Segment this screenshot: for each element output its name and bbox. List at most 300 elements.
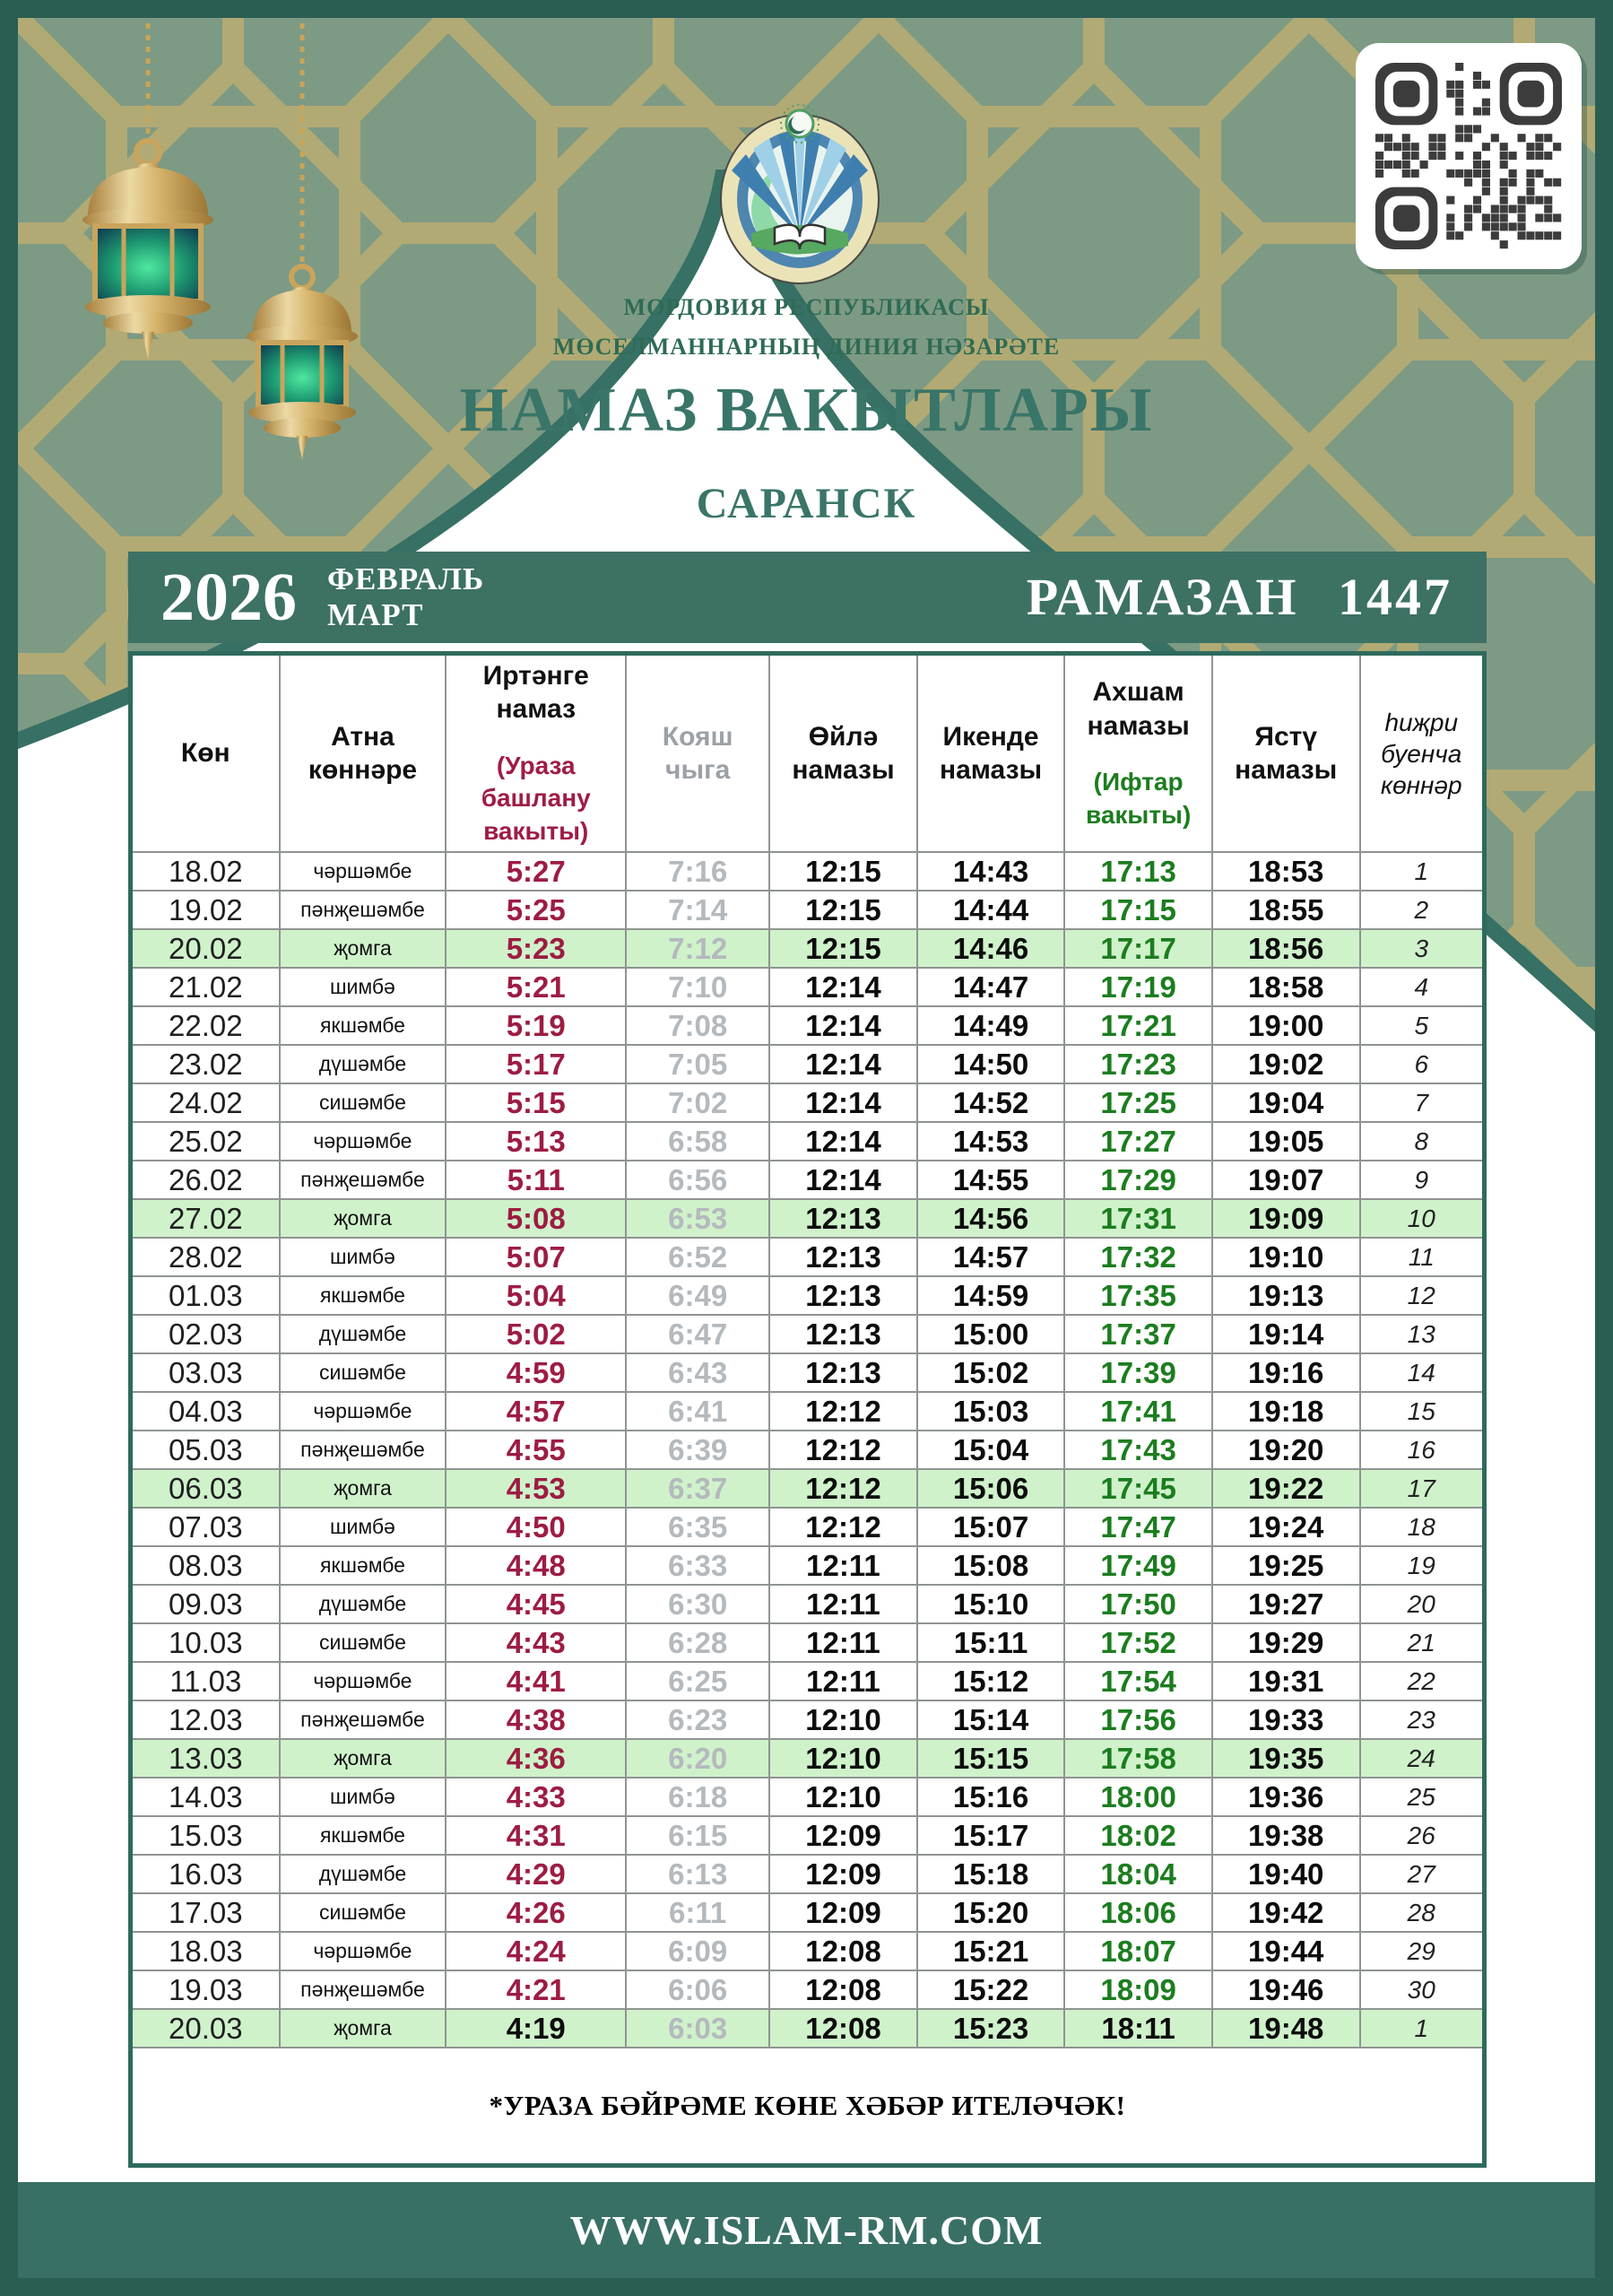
cell-isha: 19:13 [1212,1276,1360,1315]
cell-fajr: 5:04 [446,1276,626,1315]
cell-hijri: 23 [1360,1700,1485,1739]
cell-fajr: 4:50 [446,1508,626,1546]
cell-isha: 19:42 [1212,1893,1360,1932]
website-url: WWW.ISLAM-RM.COM [569,2207,1044,2253]
cell-maghrib: 17:25 [1064,1083,1212,1122]
cell-weekday: дүшәмбе [280,1855,447,1893]
table-row [131,1932,1485,1970]
cell-asr: 14:47 [917,968,1065,1006]
column-header: Көн [131,654,280,853]
column-header: Кояш чыга [626,654,769,853]
cell-sunrise: 6:13 [626,1855,769,1893]
cell-weekday: сишәмбе [280,1083,447,1122]
cell-hijri: 4 [1360,968,1485,1006]
table-row [131,1970,1485,2009]
table-row [131,1392,1485,1431]
cell-sunrise: 6:47 [626,1315,769,1353]
cell-fajr: 4:53 [446,1469,626,1508]
cell-date: 25.02 [131,1122,280,1161]
cell-sunrise: 6:39 [626,1431,769,1469]
table-row [131,1623,1485,1662]
cell-date: 26.02 [131,1161,280,1199]
cell-dhuhr: 12:15 [769,852,917,891]
cell-fajr: 4:43 [446,1623,626,1662]
cell-weekday: дүшәмбе [280,1585,447,1623]
cell-isha: 19:07 [1212,1161,1360,1199]
cell-isha: 19:02 [1212,1045,1360,1083]
cell-weekday: якшәмбе [280,1006,447,1045]
table-row [131,1739,1485,1778]
qr-code-icon [1356,43,1587,274]
cell-dhuhr: 12:09 [769,1816,917,1855]
cell-asr: 15:07 [917,1508,1065,1546]
cell-maghrib: 17:31 [1064,1199,1212,1238]
cell-isha: 19:31 [1212,1662,1360,1700]
cell-maghrib: 17:47 [1064,1508,1212,1546]
cell-fajr: 4:33 [446,1778,626,1816]
cell-weekday: шимбә [280,1238,447,1276]
cell-hijri: 25 [1360,1778,1485,1816]
cell-sunrise: 6:20 [626,1739,769,1778]
cell-asr: 14:49 [917,1006,1065,1045]
cell-maghrib: 17:43 [1064,1431,1212,1469]
cell-isha: 19:22 [1212,1469,1360,1508]
cell-hijri: 5 [1360,1006,1485,1045]
cell-hijri: 8 [1360,1122,1485,1161]
table-row [131,1045,1485,1083]
cell-isha: 19:20 [1212,1431,1360,1469]
cell-asr: 15:20 [917,1893,1065,1932]
cell-dhuhr: 12:14 [769,1006,917,1045]
cell-date: 27.02 [131,1199,280,1238]
cell-hijri: 21 [1360,1623,1485,1662]
cell-fajr: 5:25 [446,891,626,929]
cell-isha: 19:44 [1212,1932,1360,1970]
cell-maghrib: 17:32 [1064,1238,1212,1276]
table-row [131,1315,1485,1353]
cell-isha: 18:53 [1212,852,1360,891]
cell-dhuhr: 12:11 [769,1546,917,1585]
cell-weekday: пәнҗешәмбе [280,891,447,929]
cell-asr: 15:23 [917,2009,1065,2048]
cell-dhuhr: 12:11 [769,1585,917,1623]
cell-weekday: чәршәмбе [280,1122,447,1161]
cell-hijri: 2 [1360,891,1485,929]
cell-maghrib: 17:15 [1064,891,1212,929]
cell-date: 09.03 [131,1585,280,1623]
poster-title: НАМАЗ ВАКЫТЛАРЫ [459,376,1154,445]
cell-date: 28.02 [131,1238,280,1276]
table-row [131,1276,1485,1315]
cell-fajr: 4:24 [446,1932,626,1970]
cell-weekday: җомга [280,1739,447,1778]
cell-asr: 14:52 [917,1083,1065,1122]
cell-asr: 15:08 [917,1546,1065,1585]
cell-maghrib: 17:27 [1064,1122,1212,1161]
cell-asr: 15:17 [917,1816,1065,1855]
cell-hijri: 1 [1360,852,1485,891]
cell-sunrise: 6:09 [626,1932,769,1970]
schedule-panel [128,552,1487,2168]
cell-dhuhr: 12:12 [769,1508,917,1546]
cell-date: 16.03 [131,1855,280,1893]
cell-sunrise: 7:12 [626,929,769,968]
cell-fajr: 4:45 [446,1585,626,1623]
cell-dhuhr: 12:09 [769,1893,917,1932]
table-body [131,852,1485,2048]
cell-isha: 19:05 [1212,1122,1360,1161]
cell-fajr: 4:19 [446,2009,626,2048]
cell-asr: 15:06 [917,1469,1065,1508]
cell-sunrise: 6:06 [626,1970,769,2009]
table-header [131,654,1485,853]
column-header: Өйлә намазы [769,654,917,853]
cell-fajr: 5:23 [446,929,626,968]
cell-maghrib: 17:39 [1064,1353,1212,1392]
column-header: Иртәнге намаз (Ураза башлану вакыты) [446,654,626,853]
cell-fajr: 4:59 [446,1353,626,1392]
table-row [131,1585,1485,1623]
table-row [131,1508,1485,1546]
gregorian-year: 2026 [160,560,297,635]
cell-isha: 19:09 [1212,1199,1360,1238]
cell-weekday: якшәмбе [280,1816,447,1855]
cell-asr: 14:55 [917,1161,1065,1199]
column-header: Икенде намазы [917,654,1065,853]
cell-asr: 15:18 [917,1855,1065,1893]
cell-date: 06.03 [131,1469,280,1508]
cell-dhuhr: 12:10 [769,1778,917,1816]
schedule-banner [128,552,1487,643]
cell-hijri: 16 [1360,1431,1485,1469]
cell-maghrib: 17:35 [1064,1276,1212,1315]
cell-fajr: 5:11 [446,1161,626,1199]
hijri-month-title: РАМАЗАН 1447 [1026,568,1453,626]
cell-weekday: шимбә [280,1778,447,1816]
cell-isha: 19:27 [1212,1585,1360,1623]
cell-sunrise: 6:23 [626,1700,769,1739]
table-row [131,1893,1485,1932]
cell-dhuhr: 12:08 [769,1970,917,2009]
cell-isha: 19:24 [1212,1508,1360,1546]
table-row [131,1083,1485,1122]
cell-maghrib: 18:07 [1064,1932,1212,1970]
cell-weekday: шимбә [280,968,447,1006]
cell-isha: 19:46 [1212,1970,1360,2009]
cell-hijri: 6 [1360,1045,1485,1083]
cell-hijri: 14 [1360,1353,1485,1392]
cell-hijri: 3 [1360,929,1485,968]
cell-sunrise: 6:28 [626,1623,769,1662]
cell-isha: 19:10 [1212,1238,1360,1276]
cell-maghrib: 18:09 [1064,1970,1212,2009]
cell-sunrise: 6:41 [626,1392,769,1431]
cell-maghrib: 17:23 [1064,1045,1212,1083]
cell-fajr: 4:26 [446,1893,626,1932]
cell-date: 24.02 [131,1083,280,1122]
cell-date: 14.03 [131,1778,280,1816]
cell-asr: 14:59 [917,1276,1065,1315]
cell-maghrib: 17:37 [1064,1315,1212,1353]
cell-maghrib: 17:17 [1064,929,1212,968]
cell-isha: 19:33 [1212,1700,1360,1739]
cell-date: 23.02 [131,1045,280,1083]
table-row [131,1546,1485,1585]
cell-sunrise: 7:02 [626,1083,769,1122]
cell-asr: 15:21 [917,1932,1065,1970]
cell-maghrib: 18:11 [1064,2009,1212,2048]
cell-hijri: 15 [1360,1392,1485,1431]
cell-weekday: чәршәмбе [280,852,447,891]
cell-weekday: дүшәмбе [280,1315,447,1353]
cell-isha: 19:16 [1212,1353,1360,1392]
cell-dhuhr: 12:15 [769,929,917,968]
cell-dhuhr: 12:08 [769,1932,917,1970]
cell-hijri: 28 [1360,1893,1485,1932]
cell-weekday: пәнҗешәмбе [280,1431,447,1469]
month-february: ФЕВРАЛЬ [327,561,485,596]
table-row [131,1700,1485,1739]
cell-isha: 19:14 [1212,1315,1360,1353]
cell-date: 03.03 [131,1353,280,1392]
cell-asr: 15:22 [917,1970,1065,2009]
org-name-line1: МОРДОВИЯ РЕСПУБЛИКАСЫ [623,294,990,320]
cell-maghrib: 17:29 [1064,1161,1212,1199]
cell-isha: 18:56 [1212,929,1360,968]
cell-maghrib: 18:02 [1064,1816,1212,1855]
cell-fajr: 4:55 [446,1431,626,1469]
cell-date: 12.03 [131,1700,280,1739]
table-row [131,1122,1485,1161]
cell-weekday: сишәмбе [280,1893,447,1932]
cell-asr: 14:44 [917,891,1065,929]
cell-sunrise: 7:05 [626,1045,769,1083]
prayer-times-table [128,651,1487,2168]
cell-weekday: чәршәмбе [280,1932,447,1970]
cell-hijri: 9 [1360,1161,1485,1199]
cell-asr: 15:14 [917,1700,1065,1739]
cell-dhuhr: 12:10 [769,1739,917,1778]
cell-maghrib: 17:21 [1064,1006,1212,1045]
cell-hijri: 13 [1360,1315,1485,1353]
cell-sunrise: 6:30 [626,1585,769,1623]
cell-dhuhr: 12:09 [769,1855,917,1893]
cell-dhuhr: 12:13 [769,1315,917,1353]
column-header: һиҗри буенча көннәр [1360,654,1485,853]
cell-sunrise: 7:10 [626,968,769,1006]
table-row [131,2009,1485,2048]
cell-maghrib: 18:00 [1064,1778,1212,1816]
cell-date: 05.03 [131,1431,280,1469]
cell-date: 10.03 [131,1623,280,1662]
cell-sunrise: 6:49 [626,1276,769,1315]
cell-maghrib: 17:13 [1064,852,1212,891]
cell-weekday: җомга [280,1469,447,1508]
cell-isha: 19:00 [1212,1006,1360,1045]
cell-hijri: 11 [1360,1238,1485,1276]
cell-hijri: 27 [1360,1855,1485,1893]
cell-asr: 14:46 [917,929,1065,968]
cell-sunrise: 7:14 [626,891,769,929]
cell-date: 18.03 [131,1932,280,1970]
table-row [131,1353,1485,1392]
cell-sunrise: 6:56 [626,1161,769,1199]
cell-hijri: 18 [1360,1508,1485,1546]
cell-weekday: чәршәмбе [280,1392,447,1431]
cell-maghrib: 18:04 [1064,1855,1212,1893]
cell-date: 15.03 [131,1816,280,1855]
cell-date: 11.03 [131,1662,280,1700]
cell-asr: 15:00 [917,1315,1065,1353]
cell-weekday: дүшәмбе [280,1045,447,1083]
cell-maghrib: 17:52 [1064,1623,1212,1662]
cell-isha: 19:40 [1212,1855,1360,1893]
table-row [131,1662,1485,1700]
cell-asr: 14:57 [917,1238,1065,1276]
column-header: Ястү намазы [1212,654,1360,853]
cell-date: 04.03 [131,1392,280,1431]
cell-isha: 19:04 [1212,1083,1360,1122]
cell-sunrise: 6:52 [626,1238,769,1276]
table-row [131,891,1485,929]
cell-asr: 15:15 [917,1739,1065,1778]
cell-sunrise: 6:25 [626,1662,769,1700]
cell-weekday: якшәмбе [280,1276,447,1315]
cell-date: 02.03 [131,1315,280,1353]
cell-hijri: 1 [1360,2009,1485,2048]
cell-isha: 18:55 [1212,891,1360,929]
cell-fajr: 5:17 [446,1045,626,1083]
cell-dhuhr: 12:13 [769,1199,917,1238]
cell-isha: 19:25 [1212,1546,1360,1585]
cell-fajr: 5:21 [446,968,626,1006]
cell-asr: 15:10 [917,1585,1065,1623]
cell-sunrise: 7:16 [626,852,769,891]
column-header: Ахшам намазы (Ифтар вакыты) [1064,654,1212,853]
cell-dhuhr: 12:13 [769,1238,917,1276]
table-row [131,1855,1485,1893]
cell-sunrise: 6:33 [626,1546,769,1585]
cell-weekday: җомга [280,1199,447,1238]
cell-asr: 15:04 [917,1431,1065,1469]
cell-maghrib: 17:41 [1064,1392,1212,1431]
cell-maghrib: 17:45 [1064,1469,1212,1508]
cell-isha: 19:35 [1212,1739,1360,1778]
table-row [131,1199,1485,1238]
cell-weekday: шимбә [280,1508,447,1546]
cell-sunrise: 7:08 [626,1006,769,1045]
cell-sunrise: 6:43 [626,1353,769,1392]
eid-note: *УРАЗА БӘЙРӘМЕ КӨНЕ ХӘБӘР ИТЕЛӘЧӘК! [489,2090,1126,2121]
cell-date: 08.03 [131,1546,280,1585]
cell-sunrise: 6:35 [626,1508,769,1546]
cell-weekday: сишәмбе [280,1353,447,1392]
cell-maghrib: 17:54 [1064,1662,1212,1700]
cell-date: 19.03 [131,1970,280,2009]
cell-fajr: 4:41 [446,1662,626,1700]
cell-hijri: 17 [1360,1469,1485,1508]
cell-maghrib: 18:06 [1064,1893,1212,1932]
cell-fajr: 4:36 [446,1739,626,1778]
cell-date: 18.02 [131,852,280,891]
cell-fajr: 4:38 [446,1700,626,1739]
cell-dhuhr: 12:10 [769,1700,917,1739]
org-name-line2: МӨСЕЛМАННАРНЫҢ ДИНИЯ НӘЗАРӘТЕ [552,334,1061,360]
cell-hijri: 10 [1360,1199,1485,1238]
table-row [131,1469,1485,1508]
cell-fajr: 4:48 [446,1546,626,1585]
cell-asr: 14:43 [917,852,1065,891]
cell-hijri: 12 [1360,1276,1485,1315]
cell-fajr: 5:15 [446,1083,626,1122]
table-row [131,1778,1485,1816]
cell-hijri: 24 [1360,1739,1485,1778]
cell-dhuhr: 12:11 [769,1662,917,1700]
cell-dhuhr: 12:13 [769,1353,917,1392]
cell-asr: 14:50 [917,1045,1065,1083]
cell-asr: 15:16 [917,1778,1065,1816]
cell-maghrib: 17:19 [1064,968,1212,1006]
cell-date: 19.02 [131,891,280,929]
cell-sunrise: 6:58 [626,1122,769,1161]
cell-isha: 19:36 [1212,1778,1360,1816]
cell-dhuhr: 12:14 [769,1083,917,1122]
month-names [327,561,484,634]
cell-dhuhr: 12:11 [769,1623,917,1662]
table-row [131,1161,1485,1199]
table-row [131,968,1485,1006]
footer-band [18,2182,1595,2278]
cell-fajr: 4:57 [446,1392,626,1431]
cell-sunrise: 6:15 [626,1816,769,1855]
cell-weekday: якшәмбе [280,1546,447,1585]
cell-dhuhr: 12:14 [769,1161,917,1199]
note-row [131,2048,1485,2166]
cell-sunrise: 6:18 [626,1778,769,1816]
cell-asr: 15:11 [917,1623,1065,1662]
column-header: Атна көннәре [280,654,447,853]
cell-hijri: 30 [1360,1970,1485,2009]
table-row [131,1431,1485,1469]
cell-dhuhr: 12:08 [769,2009,917,2048]
cell-dhuhr: 12:14 [769,1045,917,1083]
cell-maghrib: 17:58 [1064,1739,1212,1778]
cell-dhuhr: 12:14 [769,968,917,1006]
table-row [131,1006,1485,1045]
cell-date: 07.03 [131,1508,280,1546]
cell-fajr: 5:08 [446,1199,626,1238]
cell-fajr: 5:07 [446,1238,626,1276]
cell-asr: 14:56 [917,1199,1065,1238]
cell-hijri: 7 [1360,1083,1485,1122]
cell-weekday: җомга [280,2009,447,2048]
city-name: САРАНСК [696,480,917,527]
cell-dhuhr: 12:15 [769,891,917,929]
cell-date: 17.03 [131,1893,280,1932]
cell-dhuhr: 12:12 [769,1469,917,1508]
cell-dhuhr: 12:12 [769,1431,917,1469]
cell-sunrise: 6:37 [626,1469,769,1508]
cell-date: 01.03 [131,1276,280,1315]
cell-weekday: пәнҗешәмбе [280,1161,447,1199]
cell-weekday: чәршәмбе [280,1662,447,1700]
cell-fajr: 4:21 [446,1970,626,2009]
cell-sunrise: 6:53 [626,1199,769,1238]
cell-hijri: 20 [1360,1585,1485,1623]
cell-date: 22.02 [131,1006,280,1045]
cell-fajr: 5:19 [446,1006,626,1045]
cell-weekday: сишәмбе [280,1623,447,1662]
